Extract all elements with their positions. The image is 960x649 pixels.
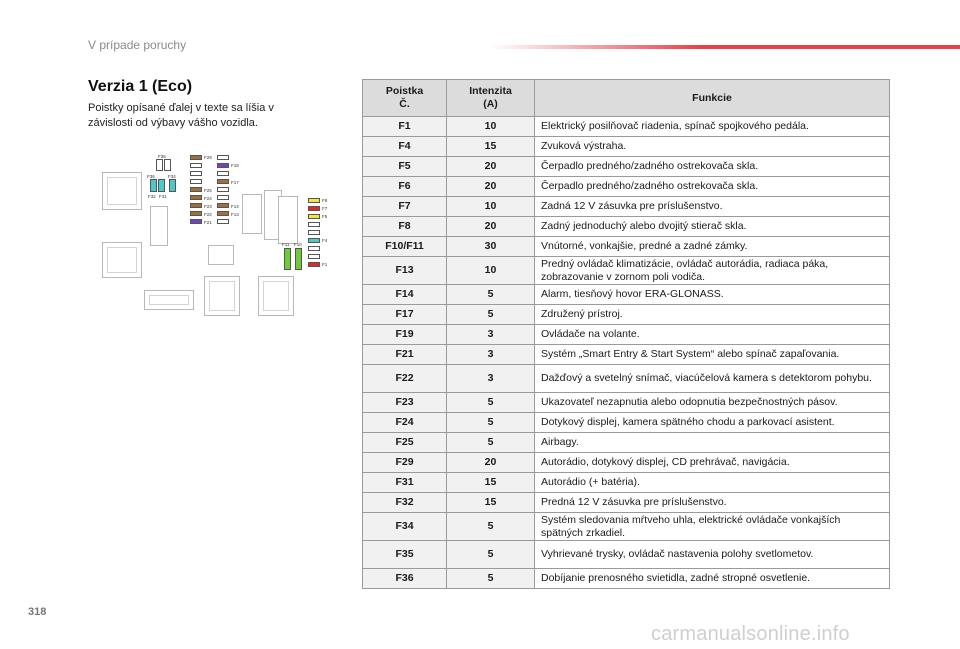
chapter-title: V prípade poruchy [88,38,187,52]
fuse-f22 [190,211,202,216]
fuse-f35 [156,159,163,171]
func-cell: Dažďový a svetelný snímač, viacúčelová kamera s detektorom pohybu. [535,365,890,393]
fuse-f7 [308,206,320,211]
relay-block [150,206,168,246]
fuse-slot [190,171,202,176]
fuse-box-diagram [98,150,338,320]
amp-cell: 10 [447,197,535,217]
fuse-cell: F35 [363,541,447,569]
fuse-label: F22 [204,212,212,217]
amp-cell: 5 [447,433,535,453]
relay-block [204,276,240,316]
header-amp-text: Intenzita (A) [469,85,512,110]
fuse-label: F23 [204,204,212,209]
fuse-slot [308,230,320,235]
table-row [363,473,890,493]
fuse-f21 [190,219,202,224]
fuse-label: F32 [148,194,156,199]
func-cell: Airbagy. [535,433,890,453]
amp-cell: 20 [447,217,535,237]
fuse-cell: F1 [363,117,447,137]
fuse-label: F5 [322,214,328,219]
relay-block [102,172,142,210]
table-row [363,393,890,413]
fuse-label: F4 [322,238,328,243]
fuse-table [362,79,890,589]
amp-cell: 5 [447,541,535,569]
amp-cell: 5 [447,413,535,433]
table-row [363,493,890,513]
func-cell: Zadný jednoduchý alebo dvojitý stierač skla. [535,217,890,237]
fuse-slot [217,155,229,160]
fuse-cell: F29 [363,453,447,473]
fuse-label: F17 [231,180,239,185]
header-fuse [363,80,447,117]
amp-cell: 30 [447,237,535,257]
fuse-f13 [217,211,229,216]
header-func [535,80,890,117]
relay-block [102,242,142,278]
table-row [363,157,890,177]
amp-cell: 20 [447,157,535,177]
amp-cell: 5 [447,393,535,413]
fuse-label: F10 [294,242,302,247]
amp-cell: 5 [447,285,535,305]
table-row [363,345,890,365]
fuse-f4 [308,238,320,243]
table-row [363,413,890,433]
fuse-label: F34 [168,174,176,179]
fuse-label: F19 [231,163,239,168]
fuse-slot [308,222,320,227]
fuse-f23 [190,203,202,208]
func-cell: Dotykový displej, kamera spätného chodu a parkovací asistent. [535,413,890,433]
fuse-slot [190,179,202,184]
func-cell: Predná 12 V zásuvka pre príslušenstvo. [535,493,890,513]
fuse-slot [217,171,229,176]
header-fuse-text: Poistka Č. [385,85,424,110]
func-cell: Čerpadlo predného/zadného ostrekovača skla. [535,177,890,197]
fuse-cell: F34 [363,513,447,541]
header-accent-line [490,45,960,49]
func-cell: Autorádio (+ batéria). [535,473,890,493]
fuse-cell: F14 [363,285,447,305]
func-cell: Zvuková výstraha. [535,137,890,157]
fuse-cell: F7 [363,197,447,217]
fuse-f10 [295,248,302,270]
func-cell: Dobíjanie prenosného svietidla, zadné stropné osvetlenie. [535,569,890,589]
fuse-slot [217,195,229,200]
fuse-f24 [190,195,202,200]
fuse-cell: F17 [363,305,447,325]
fuse-label: F7 [322,206,328,211]
table-row [363,177,890,197]
fuse-cell: F5 [363,157,447,177]
fuse-label: F21 [204,220,212,225]
table-row [363,513,890,541]
table-row [363,285,890,305]
page-number: 318 [28,606,47,618]
table-row [363,569,890,589]
amp-cell: 5 [447,513,535,541]
table-row [363,117,890,137]
relay-block [208,245,234,265]
fuse-label: F8 [322,198,328,203]
func-cell: Elektrický posilňovač riadenia, spínač spojkového pedála. [535,117,890,137]
func-cell: Ovládače na volante. [535,325,890,345]
func-cell: Systém sledovania mŕtveho uhla, elektrické ovládače vonkajších spätných zrkadiel. [535,513,890,541]
fuse-cell: F32 [363,493,447,513]
amp-cell: 3 [447,365,535,393]
table-header-row [363,80,890,117]
fuse-cell: F31 [363,473,447,493]
fuse-label: F11 [282,242,290,247]
fuse-cell: F24 [363,413,447,433]
section-intro: Poistky opísané ďalej v texte sa líšia v závislosti od výbavy vášho vozidla. [88,102,274,129]
amp-cell: 20 [447,177,535,197]
func-cell: Ukazovateľ nezapnutia alebo odopnutia bezpečnostných pásov. [535,393,890,413]
amp-cell: 15 [447,493,535,513]
fuse-cell: F19 [363,325,447,345]
fuse-f17 [217,179,229,184]
amp-cell: 3 [447,325,535,345]
fuse-cell: F21 [363,345,447,365]
table-row [363,325,890,345]
fuse-cell: F22 [363,365,447,393]
amp-cell: 15 [447,473,535,493]
relay-block [258,276,294,316]
fuse-f1 [308,262,320,267]
fuse-label: F25 [204,188,212,193]
fuse-slot [308,254,320,259]
func-cell: Zadná 12 V zásuvka pre príslušenstvo. [535,197,890,217]
fuse-cell: F36 [363,569,447,589]
amp-cell: 5 [447,305,535,325]
amp-cell: 15 [447,137,535,157]
fuse-cell: F23 [363,393,447,413]
fuse-cell: F8 [363,217,447,237]
amp-cell: 10 [447,117,535,137]
table-row [363,541,890,569]
header-func-text: Funkcie [692,91,732,104]
fuse-f32 [158,179,165,192]
amp-cell: 5 [447,569,535,589]
fuse-f11 [284,248,291,270]
func-cell: Alarm, tiesňový hovor ERA-GLONASS. [535,285,890,305]
fuse-slot [217,187,229,192]
fuse-label: F13 [231,212,239,217]
relay-block [144,290,194,310]
fuse-f19 [217,163,229,168]
fuse-label: F35 [158,154,166,159]
table-row [363,237,890,257]
fuse-slot [190,163,202,168]
table-row [363,217,890,237]
fuse-f5 [308,214,320,219]
func-cell: Združený prístroj. [535,305,890,325]
fuse-label: F31 [159,194,167,199]
section-title: Verzia 1 (Eco) [88,78,193,95]
fuse-f34 [169,179,176,192]
relay-block [242,194,262,234]
fuse-cell: F4 [363,137,447,157]
relay-block [278,196,298,244]
fuse-label: F14 [231,204,239,209]
table-row [363,365,890,393]
fuse-cell: F10/F11 [363,237,447,257]
table-row [363,305,890,325]
func-cell: Čerpadlo predného/zadného ostrekovača skla. [535,157,890,177]
func-cell: Vnútorné, vonkajšie, predné a zadné zámky. [535,237,890,257]
amp-cell: 20 [447,453,535,473]
func-cell: Autorádio, dotykový displej, CD prehrávač, navigácia. [535,453,890,473]
fuse-f36 [150,179,157,192]
amp-cell: 10 [447,257,535,285]
func-cell: Vyhrievané trysky, ovládač nastavenia polohy svetlometov. [535,541,890,569]
fuse-cell: F13 [363,257,447,285]
fuse-cell: F25 [363,433,447,453]
table-row [363,453,890,473]
watermark: carmanualsonline.info [651,623,850,645]
func-cell: Systém „Smart Entry & Start System“ alebo spínač zapaľovania. [535,345,890,365]
fuse-f8 [308,198,320,203]
table-row [363,257,890,285]
fuse-f29 [190,155,202,160]
fuse-f25 [190,187,202,192]
table-row [363,433,890,453]
fuse-cell: F6 [363,177,447,197]
fuse-f14 [217,203,229,208]
table-row [363,197,890,217]
amp-cell: 3 [447,345,535,365]
fuse-label: F29 [204,155,212,160]
header-amp [447,80,535,117]
fuse-label: F24 [204,196,212,201]
fuse-label: F36 [147,174,155,179]
func-cell: Predný ovládač klimatizácie, ovládač autorádia, radiaca páka, zobrazovanie v zornom poli vodiča. [535,257,890,285]
fuse-slot [164,159,171,171]
fuse-label: F1 [322,262,328,267]
table-row [363,137,890,157]
fuse-slot [217,219,229,224]
fuse-slot [308,246,320,251]
